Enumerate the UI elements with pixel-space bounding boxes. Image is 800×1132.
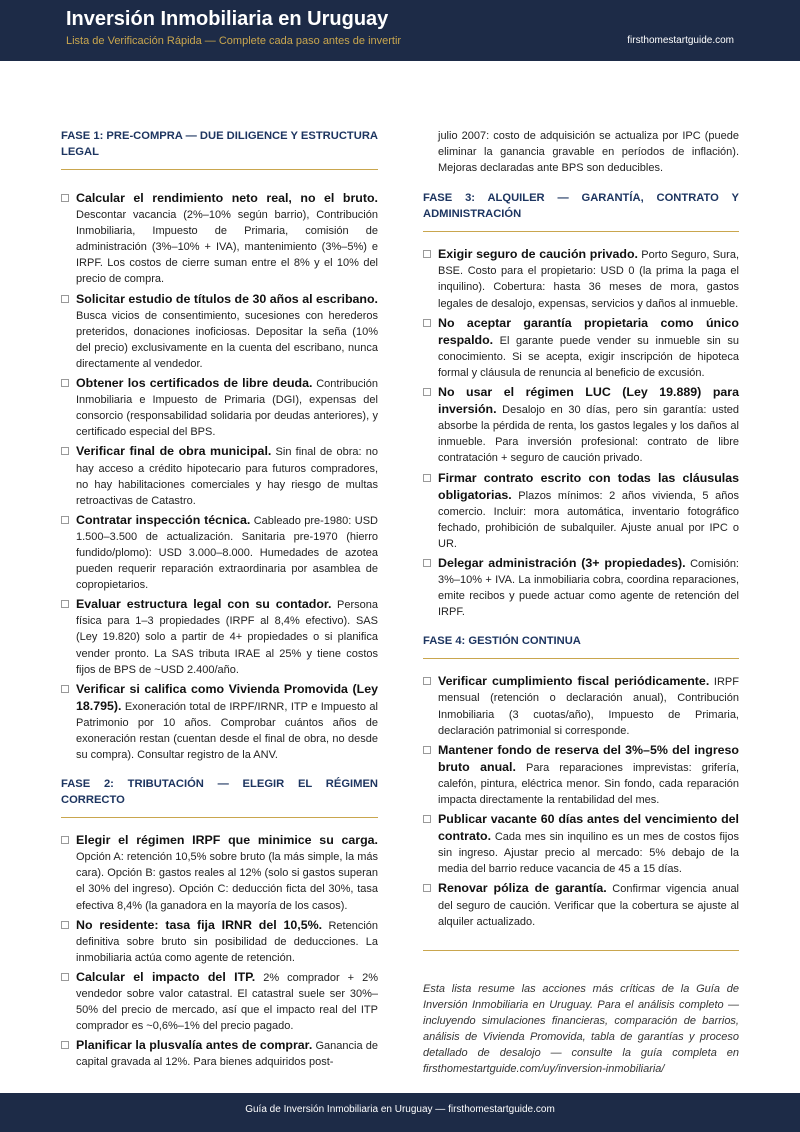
checklist-item-description: Opción A: retención 10,5% sobre bruto (la más simple, la más cara). Opción B: gastos reales al 12% (solo si gastos superan el 30% del ingreso). Opción C: deducción ficta del 30%, tasa efectiva 8,4% (la ganadora en la mayoría de los casos). (76, 851, 378, 912)
checklist-item-description: Confirmar vigencia anual del seguro de caución. Verificar que la cobertura se ajuste al alquiler actualizado. (438, 883, 740, 928)
checklist-item (423, 315, 739, 381)
header-site-link[interactable]: firsthomestartguide.com (627, 35, 734, 46)
closing-note: Esta lista resume las acciones más críticas de la Guía de Inversión Inmobiliaria en Uruguay. Para el análisis completo — incluyendo simulaciones financieras, comparación de barrios, análisis de Vivienda Promovida, tabla de garantías y proceso detallado de desalojo — consulte la guía completa en firsthomestartguide.com/uy/inversion-inmobiliaria/ (423, 982, 739, 1076)
page-title: Inversión Inmobiliaria en Uruguay (66, 8, 389, 30)
checklist-item-description: Porto Seguro, Sura, BSE. Costo para el propietario: USD 0 (la prima la paga el inquilino). Cobertura: hasta 36 meses de mora, gastos legales de desalojo, expensas, servicios y daños al inmueble. (438, 249, 739, 310)
phase-3-list (423, 246, 739, 620)
checklist-item (61, 917, 378, 966)
checklist-item-title: Elegir el régimen IRPF que minimice su carga. (76, 833, 378, 848)
checkbox-icon[interactable] (61, 836, 69, 844)
right-column (423, 128, 739, 1077)
checkbox-icon[interactable] (423, 559, 431, 567)
checklist-item-description: IRPF mensual (retención o declaración anual), Contribución Inmobiliaria (3 cuotas/año), Impuesto de Primaria, declaración patrimonial si corresponde. (438, 676, 739, 737)
checklist-item (61, 291, 378, 372)
checklist-item-description: Ganancia de capital gravada al 12%. Para bienes adquiridos post- (76, 1040, 378, 1069)
checklist-item-description: Contribución Inmobiliaria e Impuesto de Primaria (DGI), expensas del consorcio (responsabilidad solidaria por deudas anteriores), y certificado especial del BPS. (76, 378, 378, 439)
page-header (0, 0, 800, 61)
checklist-item-description: Sin final de obra: no hay acceso a crédito hipotecario para futuros compradores, no hay habilitaciones comerciales y hay riesgo de multas retroactivas de Catastro. (76, 446, 378, 507)
checklist-item-title: Renovar póliza de garantía. (438, 881, 607, 896)
page-footer: Guía de Inversión Inmobiliaria en Uruguay — firsthomestartguide.com (0, 1093, 800, 1132)
checkbox-icon[interactable] (61, 600, 69, 608)
checklist-item (61, 969, 378, 1034)
checklist-item-title: Planificar la plusvalía antes de comprar. (76, 1038, 313, 1053)
checklist-item-description: Persona física para 1–3 propiedades (IRPF al 8,4% efectivo). SAS (Ley 19.820) solo a partir de 4+ propiedades o si planifica vender pronto. La SAS tributa IRAE al 25% y tiene costos fijos de BPS de ~USD 2.400/año. (76, 599, 378, 676)
checkbox-icon[interactable] (61, 685, 69, 693)
checklist-item-title: Publicar vacante 60 días antes del vencimiento del contrato. (438, 812, 739, 844)
phase-2-heading: FASE 2: TRIBUTACIÓN — ELEGIR EL RÉGIMEN CORRECTO (61, 776, 378, 818)
phase-3-heading: FASE 3: ALQUILER — GARANTÍA, CONTRATO Y ADMINISTRACIÓN (423, 190, 739, 232)
checklist-item (423, 555, 739, 620)
checklist-item-description: Descontar vacancia (2%–10% según barrio), Contribución Inmobiliaria, Impuesto de Primaria, comisión de administración (3%–10% + IVA), mantenimiento (3%–5%) e IRPF. Los costos de cierre suman entre el 8% y el 10% del precio de compra. (76, 209, 378, 286)
checkbox-icon[interactable] (423, 250, 431, 258)
checklist-item (423, 742, 739, 808)
checkbox-icon[interactable] (423, 884, 431, 892)
checklist-item-description: Plazos mínimos: 2 años vivienda, 5 años comercio. Incluir: mora automática, inventario fotográfico fechado, prohibición de subalquiler. Ajuste anual por IPC o UR. (438, 489, 739, 550)
checklist-item-title: No residente: tasa fija IRNR del 10,5%. (76, 917, 323, 932)
checklist-item-title: Firmar contrato escrito con todas las cláusulas obligatorias. (438, 470, 739, 502)
checklist-item (61, 512, 378, 593)
checkbox-icon[interactable] (61, 921, 69, 929)
phase-1-heading: FASE 1: PRE-COMPRA — DUE DILIGENCE Y ESTRUCTURA LEGAL (61, 128, 378, 170)
checkbox-icon[interactable] (61, 295, 69, 303)
checklist-item-title: Evaluar estructura legal con su contador. (76, 597, 332, 612)
checkbox-icon[interactable] (61, 194, 69, 202)
checklist-item-title: Verificar si califica como Vivienda Promovida (Ley 18.795). (76, 681, 378, 713)
phase-4-list (423, 673, 739, 929)
checklist-item-title: Solicitar estudio de títulos de 30 años al escribano. (76, 291, 378, 306)
phase-4-heading: FASE 4: GESTIÓN CONTINUA (423, 633, 739, 659)
checkbox-icon[interactable] (61, 973, 69, 981)
checkbox-icon[interactable] (61, 379, 69, 387)
checklist-item (423, 673, 739, 738)
checklist-item (61, 596, 378, 677)
checklist-item-description: 2% comprador + 2% vendedor sobre valor catastral. El catastral suele ser 30%–50% del precio de mercado, así que el impacto real del ITP comprador es ~0,6%–1% del precio pagado. (76, 971, 378, 1033)
left-column (61, 128, 378, 1074)
checkbox-icon[interactable] (61, 447, 69, 455)
checklist-item-description: Retención definitiva sobre bruto sin posibilidad de deducciones. La inmobiliaria actúa como agente de retención. (76, 919, 378, 964)
checkbox-icon[interactable] (423, 677, 431, 685)
checkbox-icon[interactable] (423, 319, 431, 327)
checkbox-icon[interactable] (423, 815, 431, 823)
checklist-item-title: Contratar inspección técnica. (76, 512, 251, 527)
checklist-item-title: Exigir seguro de caución privado. (438, 247, 638, 262)
checklist-item-title: Obtener los certificados de libre deuda. (76, 376, 313, 391)
checklist-item-description: Comisión: 3%–10% + IVA. La inmobiliaria cobra, coordina reparaciones, emite recibos y puede actuar como agente de retención del IRPF. (438, 557, 739, 619)
checklist-item (61, 190, 378, 288)
checklist-item-description: El garante puede vender su inmueble sin su conocimiento. Si se acepta, exigir inscripción de hipoteca formal y cláusula de renuncia al beneficio de excusión. (438, 334, 739, 379)
checklist-item-description: Desalojo en 30 días, pero sin garantía: usted absorbe la pérdida de renta, los gastos legales y los daños al inmueble. Para inversión profesional: contrato de libre contratación + seguro de caución privado. (438, 404, 739, 465)
checklist-item (423, 470, 739, 552)
checklist-item (423, 384, 739, 466)
checklist-item-description: Cada mes sin inquilino es un mes de costos fijos sin ingreso. Ajustar precio al mercado: 5% debajo de la media del barrio reduce vacancia de 45 a 15 días. (438, 831, 739, 876)
checklist-item-title: Delegar administración (3+ propiedades). (438, 555, 686, 570)
checklist-item-description: Exoneración total de IRPF/IRNR, ITP e Impuesto al Patrimonio por 10 años. Comprobar cuántos años de exoneración restan (cuentan desde el final de obra, no desde su compra). Consultar registro de la ANV. (76, 700, 378, 762)
checklist-item-title: Mantener fondo de reserva del 3%–5% del ingreso bruto anual. (438, 742, 739, 774)
checklist-item-title: Calcular el rendimiento neto real, no el bruto. (76, 191, 378, 205)
checklist-item (61, 832, 378, 913)
checklist-item-title: Verificar final de obra municipal. (76, 444, 272, 459)
page-subtitle: Lista de Verificación Rápida — Complete cada paso antes de invertir (66, 35, 402, 47)
checklist-item (423, 880, 739, 929)
checklist-item (423, 811, 739, 877)
checklist-item-description: Cableado pre-1980: USD 1.500–3.500 de actualización. Sanitaria pre-1970 (hierro fundido/plomo): USD 3.000–8.000. Humedades de azotea pueden requerir reparación extraordinaria por asamblea de copropietarios. (76, 514, 378, 592)
checkbox-icon[interactable] (423, 388, 431, 396)
checkbox-icon[interactable] (61, 1041, 69, 1049)
phase-2-continuation: julio 2007: costo de adquisición se actualiza por IPC (puede eliminar la ganancia gravable en períodos de inflación). Mejoras declaradas ante BPS son deducibles. (438, 130, 739, 175)
checklist-item (61, 375, 378, 440)
checklist-item (423, 246, 739, 311)
checklist-item-title: Calcular el impacto del ITP. (76, 969, 256, 984)
checkbox-icon[interactable] (61, 516, 69, 524)
checklist-item-description: Busca vicios de consentimiento, sucesiones con herederos preteridos, donaciones inoficiosas. Depositar la seña (10% del precio) exclusivamente en la cuenta del escribano, nunca directamente al vendedor. (76, 309, 378, 370)
checklist-item (61, 681, 378, 763)
phase-1-list (61, 190, 378, 763)
checklist-item (61, 1037, 378, 1070)
phase-2-list (61, 832, 378, 1070)
checklist-item-title: Verificar cumplimiento fiscal periódicamente. (438, 674, 710, 689)
checklist-item-description: Para reparaciones imprevistas: grifería, calefón, pintura, eléctrica menor. Sin fondo, cada reparación impacta directamente la rentabilidad del mes. (438, 761, 739, 806)
checklist-item-title: No usar el régimen LUC (Ley 19.889) para inversión. (438, 385, 739, 417)
checkbox-icon[interactable] (423, 746, 431, 754)
checklist-item (61, 443, 378, 508)
checkbox-icon[interactable] (423, 474, 431, 482)
checklist-item-title: No aceptar garantía propietaria como único respaldo. (438, 315, 739, 347)
divider (423, 950, 739, 951)
